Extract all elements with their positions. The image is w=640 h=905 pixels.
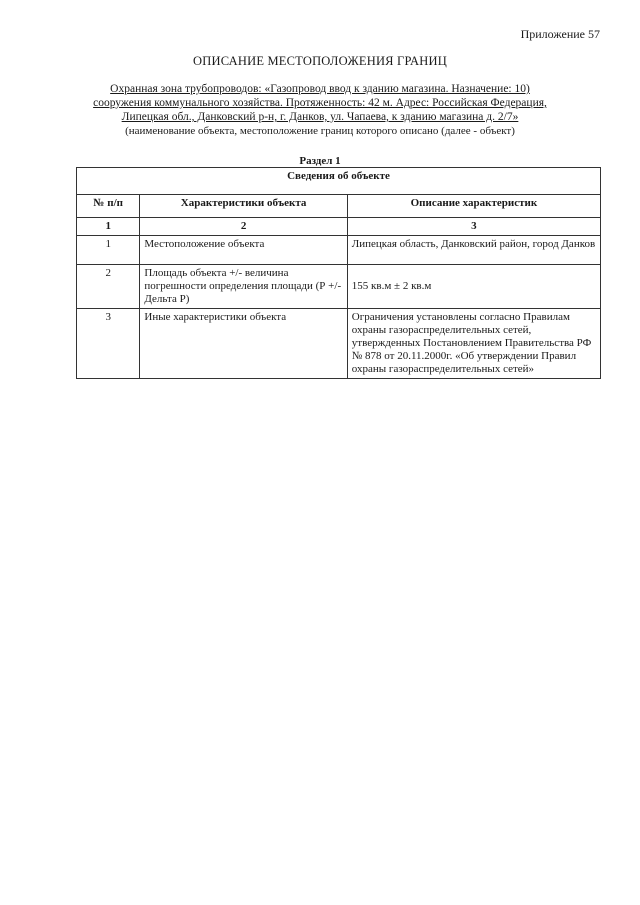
object-info-table (76, 167, 601, 379)
row-description: 155 кв.м ± 2 кв.м (347, 265, 600, 309)
table-row (77, 265, 601, 309)
row-num: 1 (77, 236, 140, 265)
row-characteristic: Площадь объекта +/- величина погрешности определения площади (Р +/- Дельта Р) (140, 265, 347, 309)
section-title: Раздел 1 (299, 155, 341, 167)
table-caption-row (77, 168, 601, 195)
table-header-row (77, 195, 601, 218)
row-num: 3 (77, 309, 140, 379)
header-characteristic: Характеристики объекта (140, 195, 347, 218)
page-title: ОПИСАНИЕ МЕСТОПОЛОЖЕНИЯ ГРАНИЦ (193, 54, 447, 68)
object-description-text: Охранная зона трубопроводов: «Газопровод ввод к зданию магазина. Назначение: 10) сооружения коммунального хозяйства. Протяженность: 42 м. Адрес: Российская Федерация, Липецкая обл., Данковский р-н, г. Данков, ул. Чапаева, к зданию магазина д. 2/7» (93, 83, 547, 123)
row-description: Липецкая область, Данковский район, город Данков (347, 236, 600, 265)
column-number-row (77, 218, 601, 236)
table-caption: Сведения об объекте (77, 168, 601, 195)
header-num: № п/п (77, 195, 140, 218)
row-characteristic: Иные характеристики объекта (140, 309, 347, 379)
table-row (77, 236, 601, 265)
column-number: 1 (77, 218, 140, 236)
column-number: 2 (140, 218, 347, 236)
header-description: Описание характеристик (347, 195, 600, 218)
row-characteristic: Местоположение объекта (140, 236, 347, 265)
row-num: 2 (77, 265, 140, 309)
table-row (77, 309, 601, 379)
object-description (80, 82, 560, 124)
column-number: 3 (347, 218, 600, 236)
appendix-label: Приложение 57 (520, 27, 600, 41)
row-description: Ограничения установлены согласно Правилам охраны газораспределительных сетей, утвержденных Постановлением Правительства РФ № 878 от 20.11.2000г. «Об утверждении Правил охраны газораспределительных сетей» (347, 309, 600, 379)
object-description-note: (наименование объекта, местоположение границ которого описано (далее - объект) (125, 125, 515, 137)
